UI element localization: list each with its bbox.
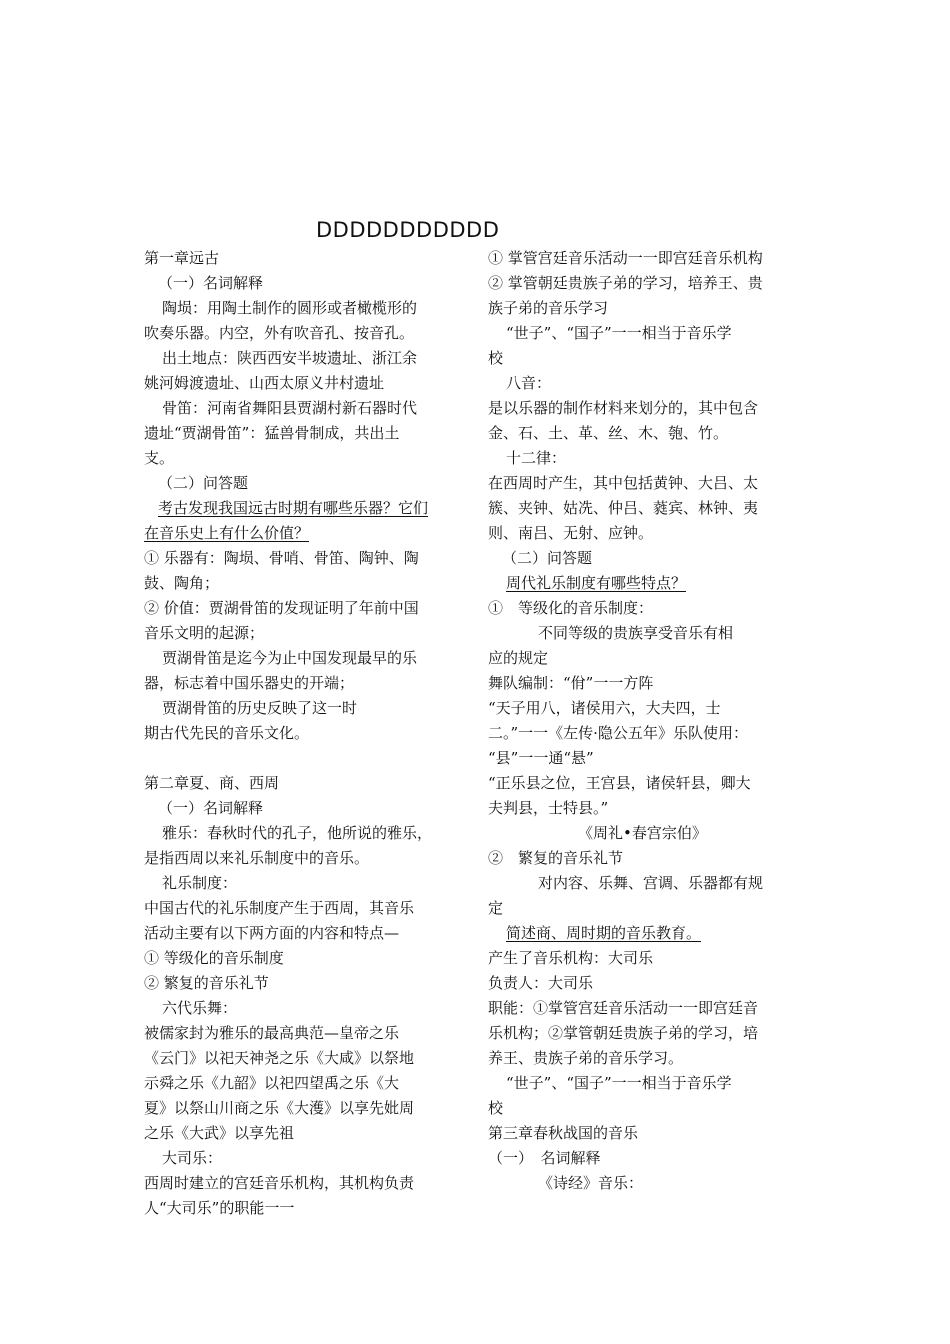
- text-line: 簇、夹钟、姑冼、仲吕、蕤宾、林钟、夷: [488, 499, 759, 517]
- text-line: 舞队编制：“佾”一一方阵: [488, 674, 654, 692]
- text-line: 人“大司乐”的职能一一: [144, 1199, 295, 1217]
- text-line: ② 繁复的音乐礼节: [144, 974, 269, 992]
- text-line: ① 乐器有：陶埙、骨哨、骨笛、陶钟、陶: [144, 549, 419, 567]
- text-line: 在西周时产生，其中包括黄钟、大吕、太: [488, 474, 759, 492]
- text-line: 《诗经》音乐：: [538, 1174, 644, 1192]
- text-line: （一） 名词解释: [488, 1149, 601, 1167]
- text-line: 被儒家封为雅乐的最高典范—皇帝之乐: [144, 1024, 400, 1042]
- text-line: “世子”、“国子”一一相当于音乐学: [506, 324, 732, 342]
- text-line: 是指西周以来礼乐制度中的音乐。: [144, 849, 370, 867]
- text-line: 之乐《大武》以享先祖: [144, 1124, 295, 1142]
- text-line: “天子用八，诸侯用六，大夫四，士: [488, 699, 721, 717]
- text-line: 十二律：: [506, 449, 567, 467]
- text-line: ① 等级化的音乐制度：: [488, 599, 654, 617]
- right-column: [488, 246, 810, 1196]
- text-line: 中国古代的礼乐制度产生于西周，其音乐: [144, 899, 415, 917]
- text-line: 是以乐器的制作材料来划分的，其中包含: [488, 399, 759, 417]
- text-line: 支。: [144, 449, 175, 467]
- left-column: [144, 246, 462, 1221]
- text-line: ① 等级化的音乐制度: [144, 949, 284, 967]
- text-line: 第三章春秋战国的音乐: [488, 1124, 639, 1142]
- text-line: （一）名词解释: [158, 799, 264, 817]
- text-line: 族子弟的音乐学习: [488, 299, 609, 317]
- text-line: 姚河姆渡遗址、山西太原义井村遗址: [144, 374, 385, 392]
- text-line: ② 繁复的音乐礼节: [488, 849, 624, 867]
- text-line: 则、南吕、无射、应钟。: [488, 524, 654, 542]
- text-line: 活动主要有以下两方面的内容和特点—: [144, 924, 400, 942]
- text-line: ② 掌管朝廷贵族子弟的学习，培养王、贵: [488, 274, 763, 292]
- text-line: 《云门》以祀天神尧之乐《大咸》以祭地: [144, 1049, 415, 1067]
- text-line: 大司乐：: [162, 1149, 223, 1167]
- text-line: 二。”一一《左传·隐公五年》乐队使用：: [488, 724, 748, 742]
- text-line: 对内容、乐舞、宫调、乐器都有规: [538, 874, 764, 892]
- text-line: 期古代先民的音乐文化。: [144, 724, 310, 742]
- text-line: ① 掌管宫廷音乐活动一一即宫廷音乐机构: [488, 249, 763, 267]
- text-line: [144, 746, 462, 771]
- text-line: 夫判县，士特县。”: [488, 799, 609, 817]
- text-line: 雅乐：春秋时代的孔子，他所说的雅乐，: [162, 824, 433, 842]
- text-line: ② 价值：贾湖骨笛的发现证明了年前中国: [144, 599, 419, 617]
- text-line: 应的规定: [488, 649, 549, 667]
- text-line: 西周时建立的宫廷音乐机构，其机构负责: [144, 1174, 415, 1192]
- text-line: 第一章远古: [144, 249, 220, 267]
- text-line: 音乐文明的起源；: [144, 624, 265, 642]
- text-line: 骨笛：河南省舞阳县贾湖村新石器时代: [162, 399, 418, 417]
- text-line: （二）问答题: [502, 549, 593, 567]
- text-line: “县”一一通“悬”: [488, 749, 594, 767]
- text-line: （二）问答题: [158, 474, 249, 492]
- text-line: 校: [488, 1099, 504, 1117]
- text-line: 贾湖骨笛是迄今为止中国发现最早的乐: [162, 649, 418, 667]
- text-line: 职能：①掌管宫廷音乐活动一一即宫廷音: [488, 999, 759, 1017]
- text-line: 礼乐制度：: [162, 874, 238, 892]
- text-line: “正乐县之位，王宫县，诸侯轩县，卿大: [488, 774, 751, 792]
- text-line: 简述商、周时期的音乐教育。: [506, 924, 702, 942]
- text-line: （一）名词解释: [158, 274, 264, 292]
- text-line: 陶埙：用陶土制作的圆形或者橄榄形的: [162, 299, 418, 317]
- text-line: 器，标志着中国乐器史的开端；: [144, 674, 355, 692]
- text-line: 定: [488, 899, 504, 917]
- text-line: 负责人：大司乐: [488, 974, 594, 992]
- text-line: 鼓、陶角；: [144, 574, 220, 592]
- text-line: 产生了音乐机构：大司乐: [488, 949, 654, 967]
- text-line: 养王、贵族子弟的音乐学习。: [488, 1049, 684, 1067]
- text-line: 乐机构；②掌管朝廷贵族子弟的学习，培: [488, 1024, 759, 1042]
- text-line: 六代乐舞：: [162, 999, 238, 1017]
- text-line: 示舜之乐《九韶》以祀四望禹之乐《大: [144, 1074, 400, 1092]
- text-line: 遗址“贾湖骨笛”：猛兽骨制成，共出土: [144, 424, 400, 442]
- text-line: 校: [488, 349, 504, 367]
- text-line: 金、石、土、革、丝、木、匏、竹。: [488, 424, 729, 442]
- text-line: 第二章夏、商、西周: [144, 774, 280, 792]
- text-line: 出土地点：陕西西安半坡遗址、浙江余: [162, 349, 418, 367]
- text-line: 夏》以祭山川商之乐《大濩》以享先妣周: [144, 1099, 415, 1117]
- page-title: DDDDDDDDDDD: [316, 218, 500, 242]
- text-line: 吹奏乐器。内空，外有吹音孔、按音孔。: [144, 324, 415, 342]
- text-line: 八音：: [506, 374, 552, 392]
- text-line: 周代礼乐制度有哪些特点？: [506, 574, 687, 592]
- text-line: “世子”、“国子”一一相当于音乐学: [506, 1074, 732, 1092]
- text-line: 考古发现我国远古时期有哪些乐器？它们: [158, 499, 429, 517]
- text-line: 在音乐史上有什么价值？: [144, 524, 310, 542]
- text-line: 贾湖骨笛的历史反映了这一时: [162, 699, 358, 717]
- text-line: 《周礼•春宫宗伯》: [578, 824, 707, 842]
- text-line: 不同等级的贵族享受音乐有相: [538, 624, 734, 642]
